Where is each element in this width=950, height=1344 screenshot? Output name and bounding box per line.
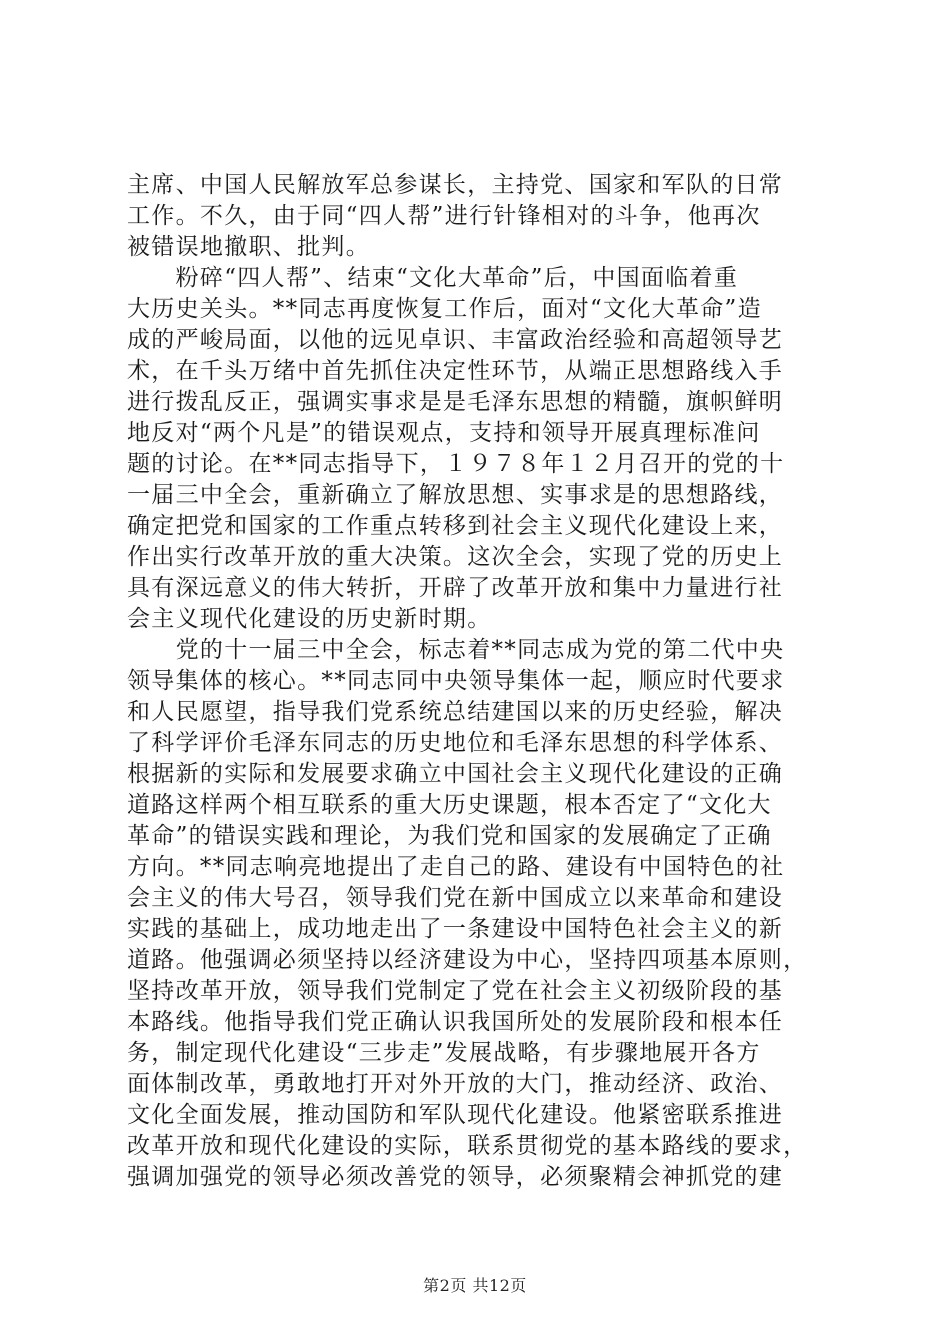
text-line: 会主义的伟大号召，领导我们党在新中国成立以来革命和建设 <box>127 885 784 911</box>
text-line: 大历史关头。**同志再度恢复工作后，面对“文化大革命”造 <box>127 296 762 322</box>
text-line: 方向。**同志响亮地提出了走自己的路、建设有中国特色的社 <box>127 854 785 880</box>
text-line: 改革开放和现代化建设的实际，联系贯彻党的基本路线的要求， <box>127 1133 808 1159</box>
text-line: 文化全面发展，推动国防和军队现代化建设。他紧密联系推进 <box>127 1102 784 1128</box>
text-line: 作出实行改革开放的重大决策。这次全会，实现了党的历史上 <box>127 544 784 570</box>
text-line: 成的严峻局面，以他的远见卓识、丰富政治经验和高超领导艺 <box>127 327 784 353</box>
text-line: 领导集体的核心。**同志同中央领导集体一起，顺应时代要求 <box>127 668 785 694</box>
text-line: 面体制改革，勇敢地打开对外开放的大门，推动经济、政治、 <box>127 1071 784 1097</box>
text-line: 被错误地撤职、批判。 <box>127 234 370 260</box>
page-number-footer: 第2页 共12页 <box>423 1276 527 1295</box>
text-line: 道路。他强调必须坚持以经济建设为中心，坚持四项基本原则， <box>127 947 808 973</box>
text-line: 本路线。他指导我们党正确认识我国所处的发展阶段和根本任 <box>127 1009 784 1035</box>
text-line: 根据新的实际和发展要求确立中国社会主义现代化建设的正确 <box>127 761 784 787</box>
text-line: 地反对“两个凡是”的错误观点，支持和领导开展真理标准问 <box>127 420 761 446</box>
text-line: 确定把党和国家的工作重点转移到社会主义现代化建设上来， <box>127 513 784 539</box>
text-line: 革命”的错误实践和理论，为我们党和国家的发展确定了正确 <box>127 823 772 849</box>
text-line: 强调加强党的领导必须改善党的领导，必须聚精会神抓党的建 <box>127 1164 784 1190</box>
text-line: 了科学评价毛泽东同志的历史地位和毛泽东思想的科学体系、 <box>127 730 784 756</box>
body-text <box>127 170 827 1193</box>
text-line: 主席、中国人民解放军总参谋长，主持党、国家和军队的日常 <box>127 172 784 198</box>
text-line: 题的讨论。在**同志指导下，１９７８年１２月召开的党的十 <box>127 451 785 477</box>
text-line: 粉碎“四人帮”、结束“文化大革命”后，中国面临着重 <box>127 265 739 291</box>
text-line: 会主义现代化建设的历史新时期。 <box>127 606 492 632</box>
text-line: 实践的基础上，成功地走出了一条建设中国特色社会主义的新 <box>127 916 784 942</box>
text-line: 工作。不久，由于同“四人帮”进行针锋相对的斗争，他再次 <box>127 203 761 229</box>
text-line: 道路这样两个相互联系的重大历史课题，根本否定了“文化大 <box>127 792 772 818</box>
text-line: 务，制定现代化建设“三步走”发展战略，有步骤地展开各方 <box>127 1040 761 1066</box>
text-line: 具有深远意义的伟大转折，开辟了改革开放和集中力量进行社 <box>127 575 784 601</box>
text-line: 党的十一届三中全会，标志着**同志成为党的第二代中央 <box>127 637 785 663</box>
text-line: 术，在千头万绪中首先抓住决定性环节，从端正思想路线入手 <box>127 358 784 384</box>
text-line: 坚持改革开放，领导我们党制定了党在社会主义初级阶段的基 <box>127 978 784 1004</box>
text-line: 进行拨乱反正，强调实事求是是毛泽东思想的精髓，旗帜鲜明 <box>127 389 784 415</box>
text-line: 一届三中全会，重新确立了解放思想、实事求是的思想路线， <box>127 482 784 508</box>
text-line: 和人民愿望，指导我们党系统总结建国以来的历史经验，解决 <box>127 699 784 725</box>
